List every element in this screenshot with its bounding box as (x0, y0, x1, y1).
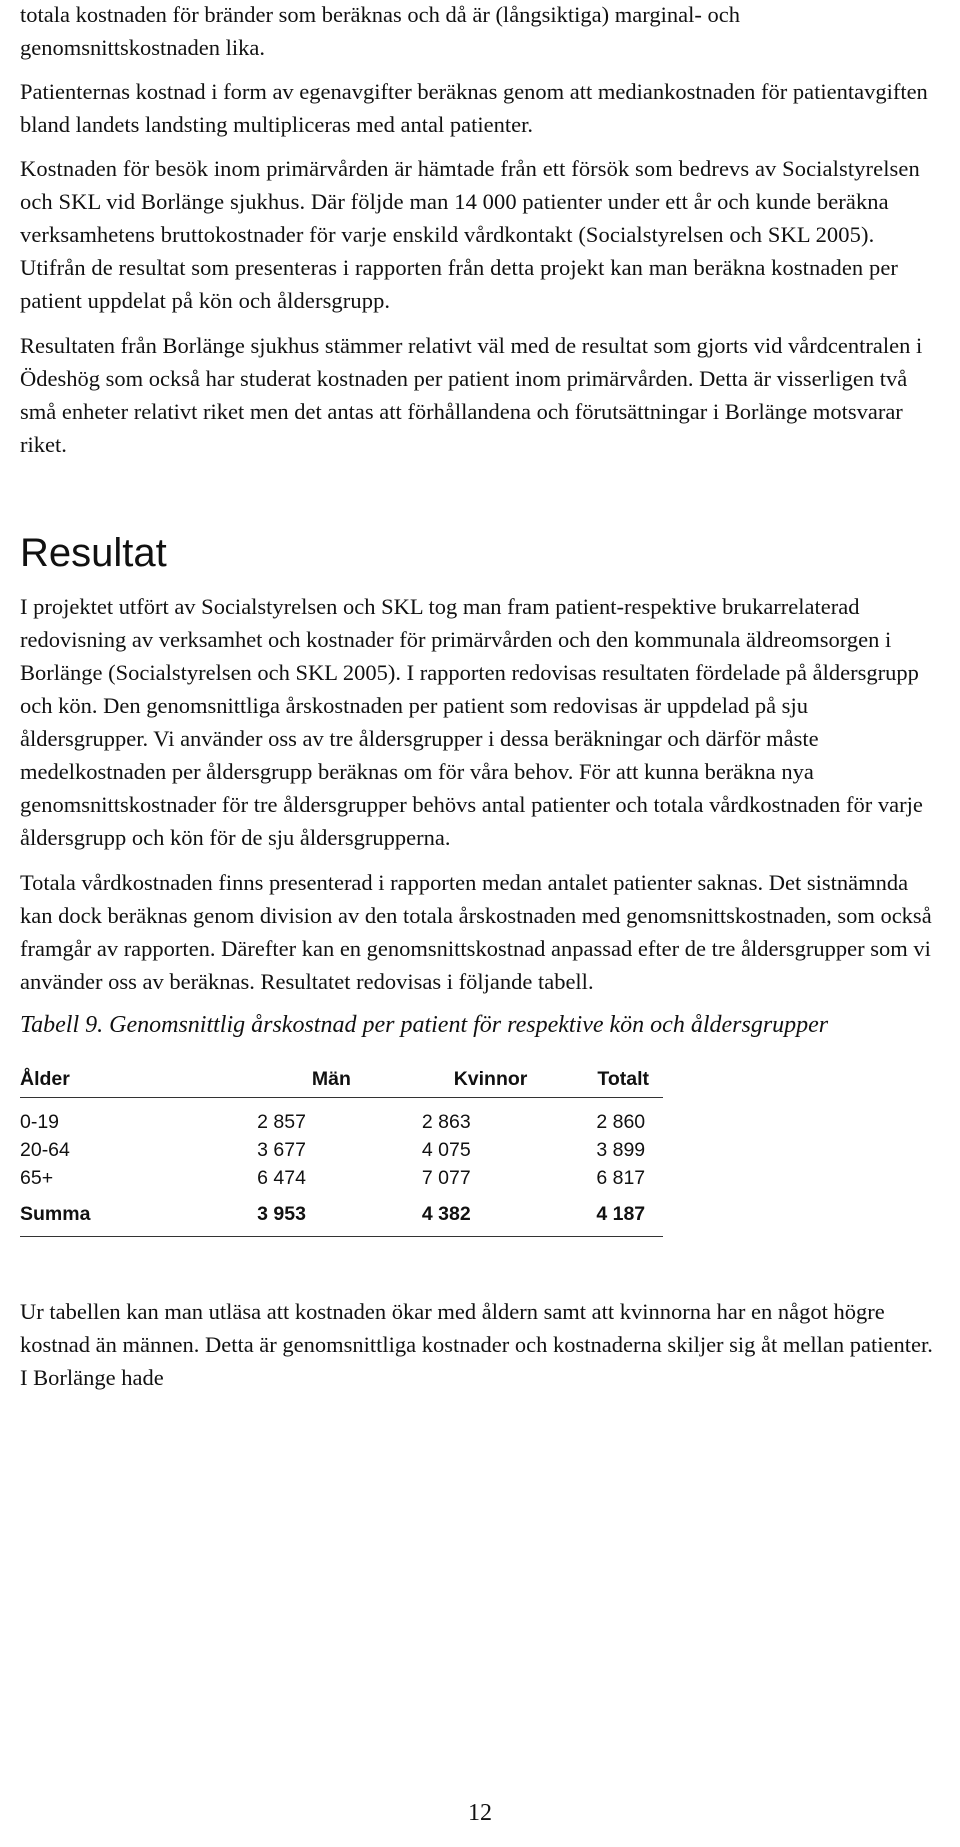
section-heading: Resultat (20, 531, 167, 575)
cell-men: 6 474 (257, 1167, 306, 1189)
cell-women: 2 863 (421, 1111, 471, 1133)
table-row (20, 1136, 663, 1164)
header-age: Ålder (20, 1068, 70, 1090)
cell-total: 6 817 (596, 1167, 646, 1189)
cell-men: 3 677 (257, 1139, 306, 1161)
table-row (20, 1098, 663, 1137)
header-women: Kvinnor (453, 1068, 528, 1090)
header-men: Män (311, 1068, 351, 1090)
cell-total-all: 4 187 (596, 1203, 646, 1225)
cell-total-men: 3 953 (257, 1203, 306, 1225)
paragraph-fire-costs: totala kostnaden för bränder som beräknas och då är (långsiktiga) marginal- och genomsnittskostnaden lika. (20, 2, 740, 60)
paragraph-table-conclusion: Ur tabellen kan man utläsa att kostnaden ökar med åldern samt att kvinnorna har en något högre kostnad än männen. Detta är genomsnittliga kostnader och kostnaderna skiljer sig åt mellan patienter. I Borlänge hade (20, 1299, 933, 1390)
header-total: Totalt (597, 1068, 649, 1090)
cell-total: 2 860 (596, 1111, 646, 1133)
page-number: 12 (468, 1800, 492, 1826)
table-row (20, 1164, 663, 1192)
paragraph-total-costs: Totala vårdkostnaden finns presenterad i rapporten medan antalet patienter saknas. Det sistnämnda kan dock beräknas genom division av den totala årskostnaden med genomsnittskostnaden, som också framgår av rapporten. Därefter kan en genomsnittskostnad anpassad efter de tre åldersgrupper som vi använder oss av beräknas. Resultatet redovisas i följande tabell. (20, 870, 932, 994)
cost-table (20, 1061, 663, 1237)
table-total-row (20, 1192, 663, 1237)
cell-men: 2 857 (257, 1111, 306, 1133)
cell-age: 20-64 (20, 1139, 70, 1161)
cell-women: 7 077 (421, 1167, 471, 1189)
table-caption: Tabell 9. Genomsnittlig årskostnad per patient för respektive kön och åldersgrupper (20, 1012, 829, 1038)
paragraph-borlange-comparison: Resultaten från Borlänge sjukhus stämmer relativt väl med de resultat som gjorts vid vårdcentralen i Ödeshög som också har studerat kostnaden per patient inom primärvården. Detta är visserligen två små enheter relativt riket men det antas att förhållandena och förutsättningar i Borlänge motsvarar riket. (20, 333, 923, 457)
paragraph-primary-care-costs: Kostnaden för besök inom primärvården är hämtade från ett försök som bedrevs av Socialstyrelsen och SKL vid Borlänge sjukhus. Där följde man 14 000 patienter under ett år och kunde beräkna verksamhetens bruttokostnader för varje enskild vårdkontakt (Socialstyrelsen och SKL 2005). Utifrån de resultat som presenteras i rapporten från detta projekt kan man beräkna kostnaden per patient uppdelat på kön och åldersgrupp. (20, 156, 920, 313)
paragraph-patient-fees: Patienternas kostnad i form av egenavgifter beräknas genom att mediankostnaden för patientavgiften bland landets landsting multipliceras med antal patienter. (20, 79, 928, 137)
cell-total-women: 4 382 (421, 1203, 471, 1225)
table-header-row (20, 1061, 663, 1098)
cell-age: 65+ (20, 1167, 54, 1189)
cell-age: 0-19 (20, 1111, 60, 1133)
cell-total-label: Summa (20, 1203, 91, 1225)
document-page (20, 0, 940, 1394)
cell-total: 3 899 (596, 1139, 646, 1161)
paragraph-project-description: I projektet utfört av Socialstyrelsen och SKL tog man fram patient-respektive brukarrelaterad redovisning av verksamhet och kostnader för primärvården och den kommunala äldreomsorgen i Borlänge (Socialstyrelsen och SKL 2005). I rapporten redovisas resultaten fördelade på åldersgrupp och kön. Den genomsnittliga årskostnaden per patient som redovisas är uppdelad på sju åldersgrupper. Vi använder oss av tre åldersgrupper i dessa beräkningar och därför måste medelkostnaden per åldersgrupp beräknas om för våra behov. För att kunna beräkna nya genomsnittskostnader för tre åldersgrupper behövs antal patienter och totala vårdkostnaden för varje åldersgrupp och kön för de sju åldersgrupperna. (20, 594, 923, 850)
cell-women: 4 075 (421, 1139, 471, 1161)
